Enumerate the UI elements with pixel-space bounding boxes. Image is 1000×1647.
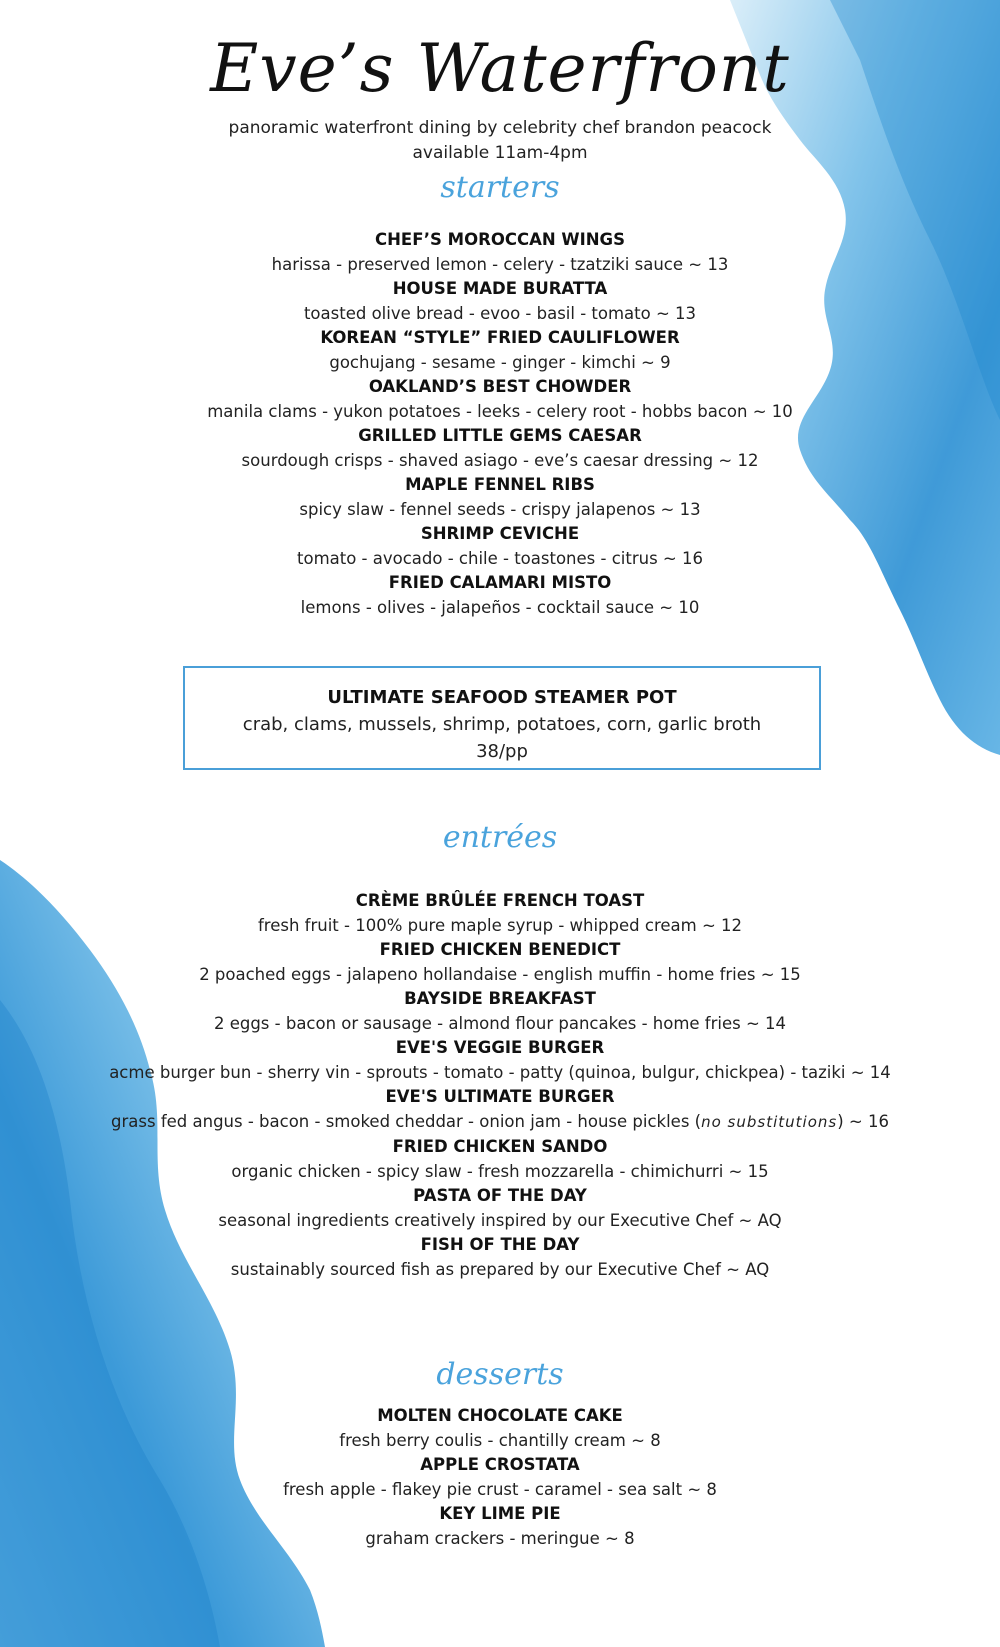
tagline: panoramic waterfront dining by celebrity chef brandon peacock <box>228 118 772 138</box>
item-desc: 2 poached eggs - jalapeno hollandaise - english muffin - home fries ~ 15 <box>199 965 801 984</box>
item-name: CHEF’S MOROCCAN WINGS <box>375 230 625 249</box>
desserts-list <box>0 1404 1000 1551</box>
desserts-heading: desserts <box>436 1357 564 1392</box>
item-name: KOREAN “STYLE” FRIED CAULIFLOWER <box>320 328 680 347</box>
item-name: PASTA OF THE DAY <box>413 1186 587 1205</box>
entrees-heading: entrées <box>442 820 558 855</box>
menu-item <box>0 473 1000 522</box>
item-desc <box>0 1109 1000 1135</box>
restaurant-title: Eve’s Waterfront <box>210 30 790 107</box>
item-desc: spicy slaw - fennel seeds - crispy jalapenos ~ 13 <box>299 500 701 519</box>
featured-item-box <box>183 666 821 770</box>
menu-item <box>0 938 1000 987</box>
item-desc: sourdough crisps - shaved asiago - eve’s caesar dressing ~ 12 <box>241 451 759 470</box>
menu-item <box>0 571 1000 620</box>
menu-item <box>0 987 1000 1036</box>
menu-item <box>0 375 1000 424</box>
featured-item-price: 38/pp <box>476 741 528 762</box>
item-desc: graham crackers - meringue ~ 8 <box>365 1529 635 1548</box>
menu-item <box>0 1085 1000 1135</box>
item-name: FRIED CHICKEN SANDO <box>392 1137 608 1156</box>
item-name: MOLTEN CHOCOLATE CAKE <box>377 1406 623 1425</box>
menu-item <box>0 889 1000 938</box>
item-desc: seasonal ingredients creatively inspired by our Executive Chef ~ AQ <box>218 1211 782 1230</box>
menu-item <box>0 1453 1000 1502</box>
featured-item-name: ULTIMATE SEAFOOD STEAMER POT <box>327 687 677 708</box>
item-name: CRÈME BRÛLÉE FRENCH TOAST <box>355 891 645 910</box>
item-desc: 2 eggs - bacon or sausage - almond flour pancakes - home fries ~ 14 <box>213 1014 787 1033</box>
item-desc: lemons - olives - jalapeños - cocktail sauce ~ 10 <box>300 598 700 617</box>
item-desc: manila clams - yukon potatoes - leeks - celery root - hobbs bacon ~ 10 <box>207 402 793 421</box>
featured-item-desc: crab, clams, mussels, shrimp, potatoes, corn, garlic broth <box>242 714 762 735</box>
item-name: OAKLAND’S BEST CHOWDER <box>368 377 632 396</box>
item-desc: gochujang - sesame - ginger - kimchi ~ 9 <box>329 353 671 372</box>
menu-item <box>0 1502 1000 1551</box>
menu-item <box>0 1233 1000 1282</box>
item-name: EVE'S ULTIMATE BURGER <box>385 1087 615 1106</box>
item-name: FISH OF THE DAY <box>420 1235 580 1254</box>
item-name: APPLE CROSTATA <box>420 1455 580 1474</box>
item-name: EVE'S VEGGIE BURGER <box>395 1038 605 1057</box>
menu-item <box>0 1036 1000 1085</box>
menu-item <box>0 228 1000 277</box>
item-desc-note: no substitutions <box>701 1113 838 1131</box>
menu-item <box>0 1135 1000 1184</box>
hours: available 11am-4pm <box>412 143 588 163</box>
item-desc: tomato - avocado - chile - toastones - citrus ~ 16 <box>297 549 703 568</box>
starters-heading: starters <box>440 170 560 205</box>
item-name: FRIED CHICKEN BENEDICT <box>379 940 621 959</box>
item-desc: fresh berry coulis - chantilly cream ~ 8 <box>339 1431 661 1450</box>
item-name: BAYSIDE BREAKFAST <box>404 989 596 1008</box>
item-name: MAPLE FENNEL RIBS <box>405 475 595 494</box>
item-desc-start: grass fed angus - bacon - smoked cheddar - onion jam - house pickles ( <box>111 1112 702 1131</box>
menu-item <box>0 277 1000 326</box>
item-desc: acme burger bun - sherry vin - sprouts - tomato - patty (quinoa, bulgur, chickpea) - taziki ~ 14 <box>109 1063 891 1082</box>
item-desc: fresh apple - flakey pie crust - caramel - sea salt ~ 8 <box>283 1480 717 1499</box>
item-desc: fresh fruit - 100% pure maple syrup - whipped cream ~ 12 <box>257 916 743 935</box>
item-desc: toasted olive bread - evoo - basil - tomato ~ 13 <box>303 304 697 323</box>
item-desc: organic chicken - spicy slaw - fresh mozzarella - chimichurri ~ 15 <box>231 1162 769 1181</box>
menu-item <box>0 1184 1000 1233</box>
item-name: KEY LIME PIE <box>439 1504 561 1523</box>
item-desc-end: ) ~ 16 <box>837 1112 889 1131</box>
entrees-list <box>0 889 1000 1282</box>
menu-item <box>0 424 1000 473</box>
item-name: GRILLED LITTLE GEMS CAESAR <box>358 426 642 445</box>
item-name: SHRIMP CEVICHE <box>420 524 580 543</box>
menu-item <box>0 1404 1000 1453</box>
item-desc: sustainably sourced fish as prepared by our Executive Chef ~ AQ <box>230 1260 770 1279</box>
menu-item <box>0 326 1000 375</box>
item-name: HOUSE MADE BURATTA <box>392 279 608 298</box>
item-name: FRIED CALAMARI MISTO <box>388 573 612 592</box>
menu-item <box>0 522 1000 571</box>
starters-list <box>0 228 1000 620</box>
item-desc: harissa - preserved lemon - celery - tzatziki sauce ~ 13 <box>271 255 729 274</box>
